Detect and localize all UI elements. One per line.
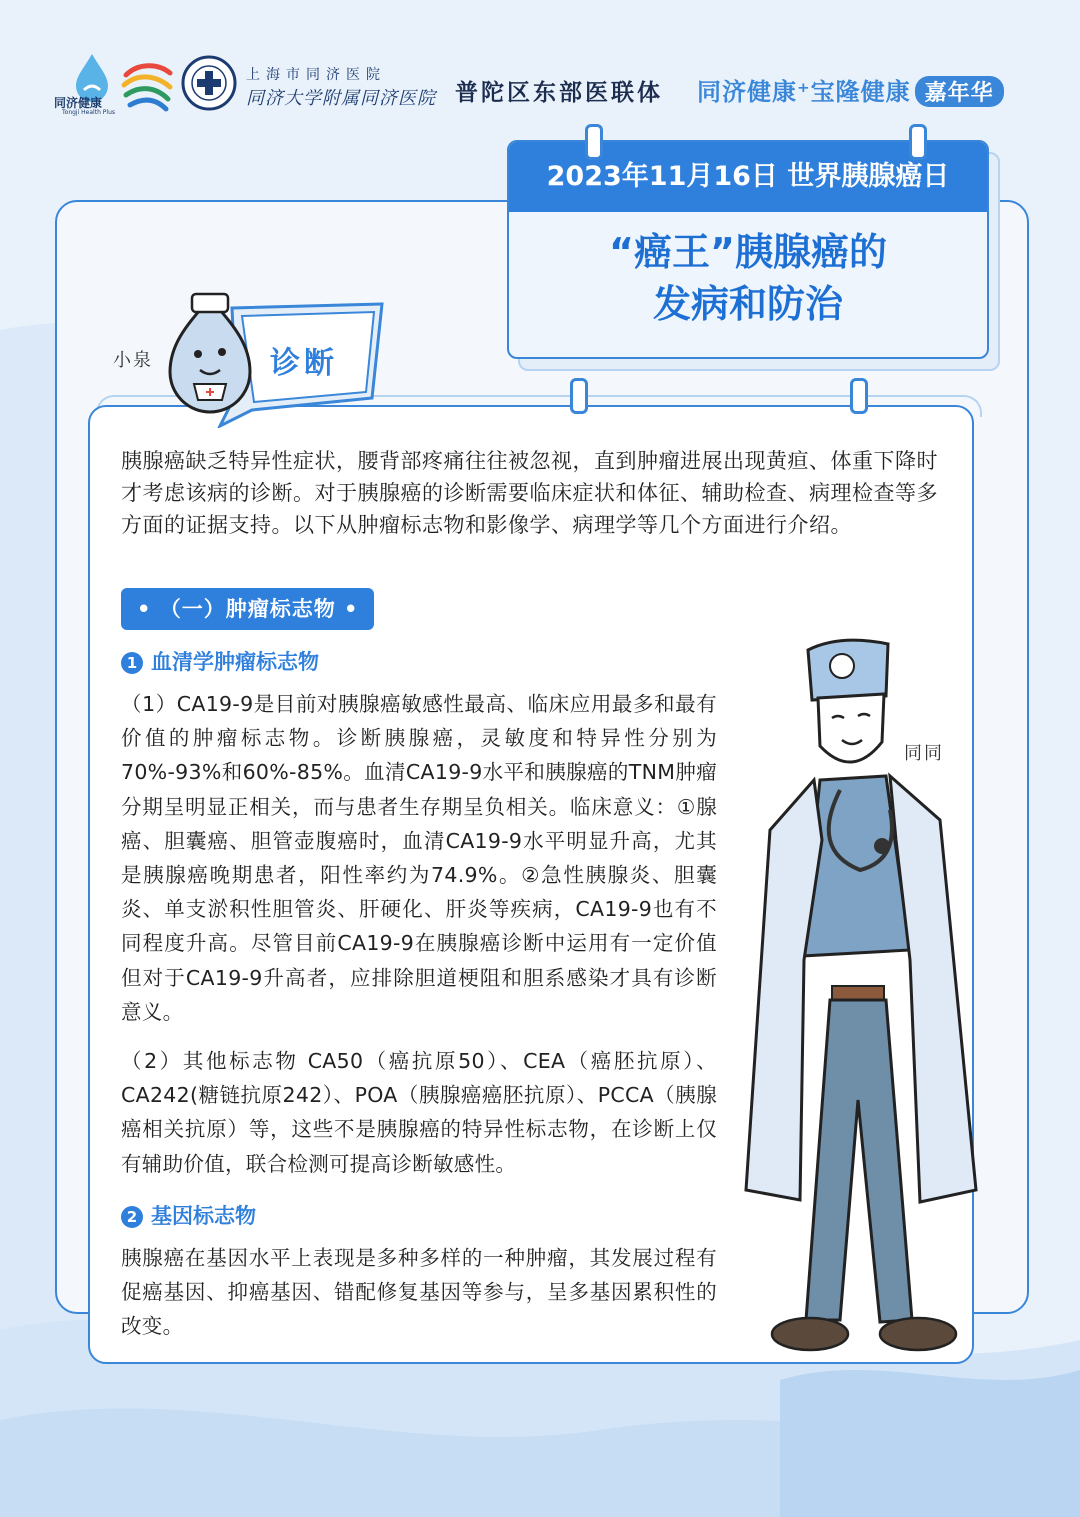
binder-ring [909, 124, 927, 160]
brand-text: 同济健康⁺宝隆健康 [697, 78, 911, 106]
intro-paragraph: 胰腺癌缺乏特异性症状，腰背部疼痛往往被忽视，直到肿瘤进展出现黄疸、体重下降时才考虑该病的诊断。对于胰腺癌的诊断需要临床症状和体征、辅助检查、病理检查等多方面的证据支持。以下从肿瘤标志物和影像学、病理学等几个方面进行介绍。 [121, 449, 938, 537]
tongji-logo-text: 同济健康 [54, 96, 103, 110]
title-card [507, 140, 989, 359]
section-label-diagnosis: 诊断 [270, 346, 338, 381]
mascot-name: 小泉 [113, 350, 153, 371]
date-banner: 2023年11月16日 世界胰腺癌日 [509, 142, 987, 212]
subheading-serum-markers [121, 646, 319, 676]
hospital-name-line2: 同济大学附属同济医院 [246, 88, 436, 109]
hospital-name-line1: 上海市同济医院 [246, 67, 386, 83]
section-heading-tumor-markers: • （一）肿瘤标志物 • [121, 588, 374, 630]
title-line2: 发病和防治 [652, 282, 843, 326]
binder-ring [585, 124, 603, 160]
binder-ring [570, 378, 588, 414]
swirl-logo-icon [120, 57, 175, 112]
binder-ring [850, 378, 868, 414]
number-badge: 2 [121, 1206, 143, 1228]
subheading-text: 血清学肿瘤标志物 [151, 650, 319, 674]
page-title [509, 226, 987, 330]
number-badge: 1 [121, 652, 143, 674]
subheading-gene-markers [121, 1200, 256, 1230]
brand-logo [697, 72, 1004, 107]
subheading-text: 基因标志物 [151, 1204, 256, 1228]
hospital-seal-icon [181, 55, 237, 111]
alliance-name: 普陀区东部医联体 [455, 79, 663, 106]
brand-badge: 嘉年华 [915, 76, 1004, 107]
tongji-logo-sub: Tongji Health Plus [62, 109, 115, 116]
title-line1: “癌王”胰腺癌的 [609, 230, 887, 274]
paragraph-ca199: （1）CA19-9是目前对胰腺癌敏感性最高、临床应用最多和最有价值的肿瘤标志物。诊断胰腺癌，灵敏度和特异性分别为70%-93%和60%-85%。血清CA19-9水平和胰腺癌的TNM肿瘤分期呈明显正相关，而与患者生存期呈负相关。临床意义：①腺癌、胆囊癌、胆管壶腹癌时，血清CA19-9水平明显升高，尤其是胰腺癌晚期患者，阳性率约为74.9%。②急性胰腺炎、胆囊炎、单支淤积性胆管炎、肝硬化、肝炎等疾病，CA19-9也有不同程度升高。尽管目前CA19-9在胰腺癌诊断中运用有一定价值但对于CA19-9升高者，应排除胆道梗阻和胆系感染才具有诊断意义。 [121, 692, 717, 1024]
paragraph-gene-markers: 胰腺癌在基因水平上表现是多种多样的一种肿瘤，其发展过程有促癌基因、抑癌基因、错配修复基因等参与，呈多基因累积性的改变。 [121, 1246, 717, 1339]
mascot-icon [160, 292, 260, 417]
doctor-name: 同同 [904, 743, 944, 764]
doctor-illustration [740, 630, 980, 1360]
paragraph-other-markers: （2）其他标志物 CA50（癌抗原50）、CEA（癌胚抗原）、CA242(糖链抗原242）、POA（胰腺癌癌胚抗原）、PCCA（胰腺癌相关抗原）等，这些不是胰腺癌的特异性标志物，在诊断上仅有辅助价值，联合检测可提高诊断敏感性。 [121, 1049, 717, 1176]
header [0, 0, 1080, 140]
